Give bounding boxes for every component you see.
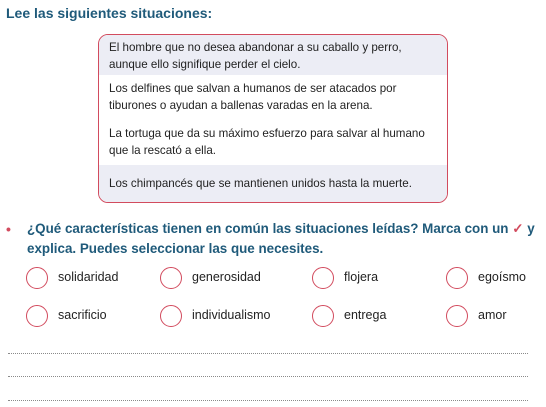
answer-line-3[interactable] bbox=[8, 400, 528, 401]
option-checkbox[interactable] bbox=[312, 267, 334, 289]
option-label: solidaridad bbox=[58, 270, 119, 284]
situation-3: La tortuga que da su máximo esfuerzo para salvar al humano que la rescató a ella. bbox=[109, 127, 425, 157]
situation-4: Los chimpancés que se mantienen unidos hasta la muerte. bbox=[99, 165, 447, 202]
option-checkbox[interactable] bbox=[160, 305, 182, 327]
option-checkbox[interactable] bbox=[26, 305, 48, 327]
option-label: amor bbox=[478, 308, 507, 322]
situation-2: Los delfines que salvan a humanos de ser atacados por tiburones o ayudan a ballenas varadas en la arena. bbox=[109, 82, 397, 112]
option-label: individualismo bbox=[192, 308, 271, 322]
option-checkbox[interactable] bbox=[160, 267, 182, 289]
checkmark-icon: ✓ bbox=[512, 221, 524, 236]
situation-1: El hombre que no desea abandonar a su caballo y perro, aunque ello signifique perder el cielo. bbox=[99, 35, 447, 75]
situations-box bbox=[98, 34, 448, 203]
option-label: egoísmo bbox=[478, 270, 526, 284]
option-label: generosidad bbox=[192, 270, 261, 284]
option-checkbox[interactable] bbox=[446, 267, 468, 289]
option-checkbox[interactable] bbox=[312, 305, 334, 327]
question-bullet: • bbox=[6, 221, 11, 237]
option-checkbox[interactable] bbox=[26, 267, 48, 289]
answer-line-2[interactable] bbox=[8, 376, 528, 377]
option-label: sacrificio bbox=[58, 308, 107, 322]
answer-line-1[interactable] bbox=[8, 353, 528, 354]
question-text-part2: y explica. Puedes seleccionar las que necesites. bbox=[27, 221, 535, 256]
page-heading: Lee las siguientes situaciones: bbox=[6, 5, 213, 21]
option-label: flojera bbox=[344, 270, 379, 284]
question-text-part1: ¿Qué características tienen en común las situaciones leídas? Marca con un bbox=[27, 221, 509, 236]
option-checkbox[interactable] bbox=[446, 305, 468, 327]
option-label: entrega bbox=[344, 308, 387, 322]
